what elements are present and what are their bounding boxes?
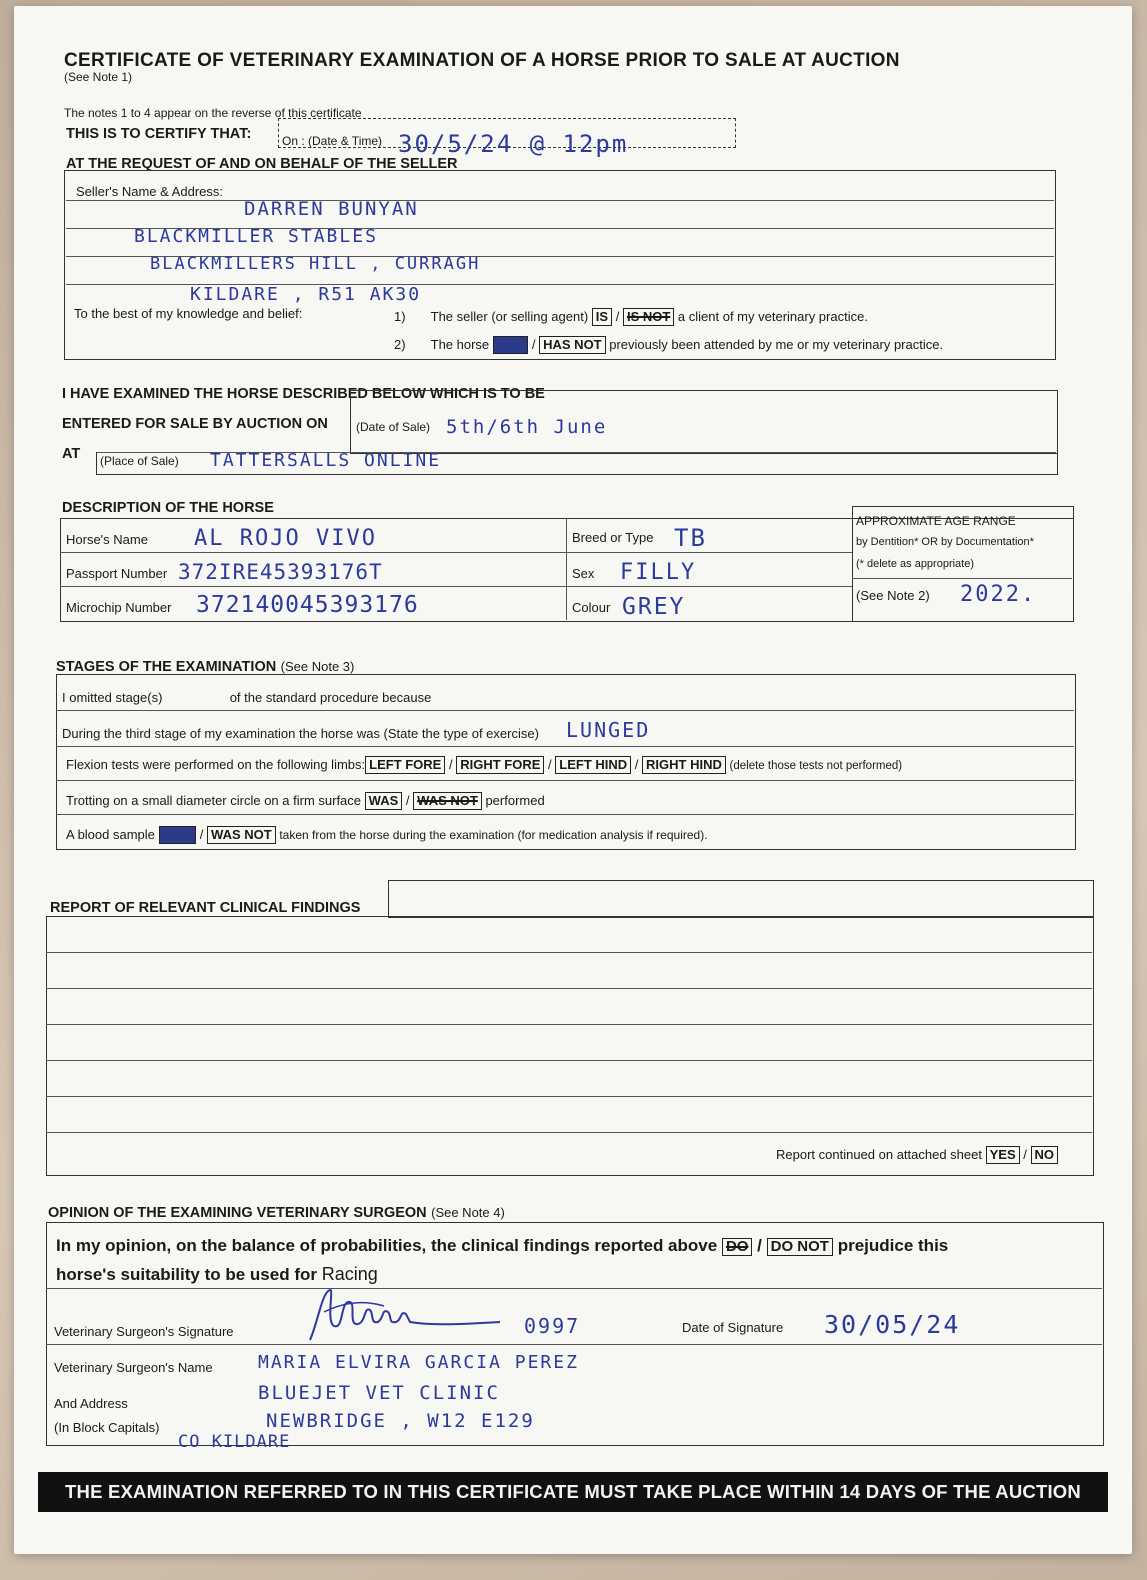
item1-post-text: a client of my veterinary practice.: [677, 309, 868, 324]
on-date-label: On : (Date & Time): [282, 134, 383, 148]
report-rule-5: [46, 1096, 1092, 1097]
item1-pre-text: The seller (or selling agent): [430, 309, 589, 324]
breed-value: TB: [674, 524, 707, 552]
item2-option-has-not[interactable]: HAS NOT: [539, 336, 606, 354]
item2-post-text: previously been attended by me or my veterinary practice.: [609, 337, 944, 352]
trotting-pre: Trotting on a small diameter circle on a firm surface: [66, 793, 362, 808]
flexion-post: (delete those tests not performed): [729, 760, 903, 772]
omitted-post: of the standard procedure because: [229, 690, 432, 705]
slash: /: [531, 337, 536, 352]
seller-name-value: DARREN BUNYAN: [244, 198, 419, 220]
desc-row-rule-2: [60, 586, 852, 587]
request-heading: AT THE REQUEST OF AND ON BEHALF OF THE SELLER: [66, 156, 458, 172]
opinion-rule-2: [46, 1344, 1102, 1345]
signature-number: 0997: [524, 1314, 581, 1338]
block-capitals-label: (In Block Capitals): [54, 1420, 160, 1435]
opinion-heading-note: (See Note 4): [431, 1205, 505, 1220]
slash: /: [1023, 1147, 1027, 1162]
seller-client-row: [394, 308, 868, 326]
certificate-page: [14, 6, 1132, 1554]
blood-post: taken from the horse during the examination (for medication analysis if required).: [279, 828, 708, 842]
opinion-heading: OPINION OF THE EXAMINING VETERINARY SURGEON: [48, 1205, 427, 1221]
trotting-post: performed: [485, 793, 545, 808]
desc-row-rule-1: [60, 552, 852, 553]
at-label: AT: [62, 446, 81, 462]
age-value: 2022.: [960, 582, 1037, 607]
blood-pre: A blood sample: [66, 827, 155, 842]
third-stage-row: [62, 726, 539, 741]
certificate-title: CERTIFICATE OF VETERINARY EXAMINATION OF A HORSE PRIOR TO SALE AT AUCTION: [64, 50, 900, 71]
entered-heading: ENTERED FOR SALE BY AUCTION ON: [62, 416, 328, 432]
age-by-label: by Dentition* OR by Documentation*: [856, 536, 1034, 548]
item2-option-has[interactable]: HAS: [493, 336, 528, 354]
trot-option-was[interactable]: WAS: [365, 792, 403, 810]
seller-rule-1: [66, 200, 1054, 201]
opinion-line1-post: prejudice this: [837, 1236, 949, 1255]
age-delete-note: (* delete as appropriate): [856, 558, 975, 570]
see-note-1: (See Note 1): [64, 70, 133, 84]
sex-label: Sex: [572, 566, 595, 581]
stages-rule-1: [56, 710, 1074, 711]
vet-address-1: BLUEJET VET CLINIC: [258, 1382, 500, 1404]
colour-label: Colour: [572, 600, 611, 615]
vet-address-2: NEWBRIDGE , W12 E129: [266, 1410, 535, 1432]
signature-label: Veterinary Surgeon's Signature: [54, 1324, 234, 1339]
stages-rule-3: [56, 780, 1074, 781]
limb-right-hind[interactable]: RIGHT HIND: [642, 756, 726, 774]
on-date-value: 30/5/24 @ 12pm: [398, 130, 629, 158]
item1-option-is[interactable]: IS: [592, 308, 612, 326]
blood-option-was-not[interactable]: WAS NOT: [207, 826, 276, 844]
report-rule-3: [46, 1024, 1092, 1025]
age-see-note: (See Note 2): [856, 588, 930, 603]
report-rule-6: [46, 1132, 1092, 1133]
item1-option-is-not[interactable]: IS NOT: [623, 308, 674, 326]
microchip-label: Microchip Number: [66, 600, 172, 615]
report-rule-4: [46, 1060, 1092, 1061]
opinion-line-1: [56, 1236, 948, 1256]
slash: /: [548, 757, 552, 772]
seller-address-3: KILDARE , R51 AK30: [190, 284, 422, 305]
slash: /: [405, 793, 410, 808]
seller-address-2: BLACKMILLERS HILL , CURRAGH: [150, 254, 481, 274]
footer-banner: THE EXAMINATION REFERRED TO IN THIS CERTIFICATE MUST TAKE PLACE WITHIN 14 DAYS OF THE AUCTION: [38, 1472, 1108, 1512]
omitted-row: [62, 690, 431, 705]
microchip-value: 372140045393176: [196, 592, 419, 618]
horse-name-value: AL ROJO VIVO: [194, 526, 377, 551]
slash: /: [757, 1236, 762, 1255]
report-findings-box[interactable]: [46, 916, 1094, 1176]
best-knowledge-label: To the best of my knowledge and belief:: [74, 306, 303, 321]
item2-pre-text: The horse: [430, 337, 490, 352]
sale-place-label: (Place of Sale): [100, 454, 179, 468]
slash: /: [199, 827, 204, 842]
slash: /: [634, 757, 639, 772]
suitability-value: Racing: [321, 1264, 378, 1284]
certify-label: THIS IS TO CERTIFY THAT:: [66, 126, 252, 142]
slash: /: [448, 757, 453, 772]
opinion-line2-pre: horse's suitability to be used for: [56, 1265, 317, 1284]
third-stage-value: LUNGED: [566, 718, 651, 742]
trot-option-was-not[interactable]: WAS NOT: [413, 792, 482, 810]
report-continued-row: [776, 1146, 1058, 1164]
stages-heading-note: (See Note 3): [280, 659, 355, 674]
sale-place-value: TATTERSALLS ONLINE: [210, 450, 442, 471]
report-first-line-box[interactable]: [388, 880, 1094, 918]
vet-address-3: CO KILDARE: [178, 1432, 291, 1452]
report-option-no[interactable]: NO: [1031, 1146, 1059, 1164]
horse-attended-row: [394, 336, 943, 354]
flexion-pre: Flexion tests were performed on the following limbs:: [66, 757, 366, 772]
report-option-yes[interactable]: YES: [986, 1146, 1020, 1164]
opinion-heading-row: [48, 1204, 505, 1222]
report-heading: REPORT OF RELEVANT CLINICAL FINDINGS: [50, 900, 361, 916]
opinion-rule-1: [46, 1288, 1102, 1289]
passport-label: Passport Number: [66, 566, 168, 581]
trotting-row: [66, 792, 545, 810]
opinion-option-do[interactable]: DO: [722, 1238, 753, 1256]
omitted-pre: I omitted stage(s): [62, 690, 163, 705]
blood-option-was[interactable]: WAS: [159, 826, 197, 844]
limb-left-fore[interactable]: LEFT FORE: [365, 756, 445, 774]
vet-address-label: And Address: [54, 1396, 128, 1411]
limb-left-hind[interactable]: LEFT HIND: [555, 756, 631, 774]
vet-name-label: Veterinary Surgeon's Name: [54, 1360, 213, 1375]
third-stage-label: During the third stage of my examination the horse was (State the type of exercise): [62, 726, 539, 741]
item1-number: 1): [394, 309, 406, 324]
signature-date-label: Date of Signature: [682, 1320, 784, 1335]
opinion-line1-pre: In my opinion, on the balance of probabilities, the clinical findings reported above: [56, 1236, 718, 1255]
passport-value: 372IRE45393176T: [178, 560, 383, 584]
report-rule-2: [46, 988, 1092, 989]
stages-heading: STAGES OF THE EXAMINATION: [56, 659, 277, 675]
stages-rule-2: [56, 746, 1074, 747]
opinion-option-do-not[interactable]: DO NOT: [767, 1238, 833, 1256]
breed-label: Breed or Type: [572, 530, 654, 545]
signature-scribble: [304, 1282, 504, 1346]
signature-date-value: 30/05/24: [824, 1310, 961, 1339]
report-continued-label: Report continued on attached sheet: [776, 1147, 982, 1162]
item2-number: 2): [394, 337, 406, 352]
report-rule-1: [46, 952, 1092, 953]
stages-rule-4: [56, 814, 1074, 815]
desc-col-rule-1: [566, 518, 567, 620]
sale-date-value: 5th/6th June: [446, 416, 608, 438]
age-rule: [852, 578, 1072, 579]
limb-right-fore[interactable]: RIGHT FORE: [456, 756, 544, 774]
blood-row: [66, 826, 708, 844]
description-heading: DESCRIPTION OF THE HORSE: [62, 500, 274, 516]
examined-heading: I HAVE EXAMINED THE HORSE DESCRIBED BELOW WHICH IS TO BE: [62, 386, 545, 402]
notes-line: The notes 1 to 4 appear on the reverse of this certificate: [64, 106, 362, 120]
sale-date-label: (Date of Sale): [356, 420, 431, 434]
horse-name-label: Horse's Name: [66, 532, 148, 547]
colour-value: GREY: [622, 594, 686, 620]
age-heading: APPROXIMATE AGE RANGE: [856, 514, 1016, 528]
seller-address-1: BLACKMILLER STABLES: [134, 226, 378, 247]
seller-label: Seller's Name & Address:: [76, 184, 223, 199]
vet-name-value: MARIA ELVIRA GARCIA PEREZ: [258, 1352, 579, 1373]
flexion-row: [66, 756, 902, 774]
sex-value: FILLY: [620, 560, 697, 585]
slash: /: [615, 309, 620, 324]
